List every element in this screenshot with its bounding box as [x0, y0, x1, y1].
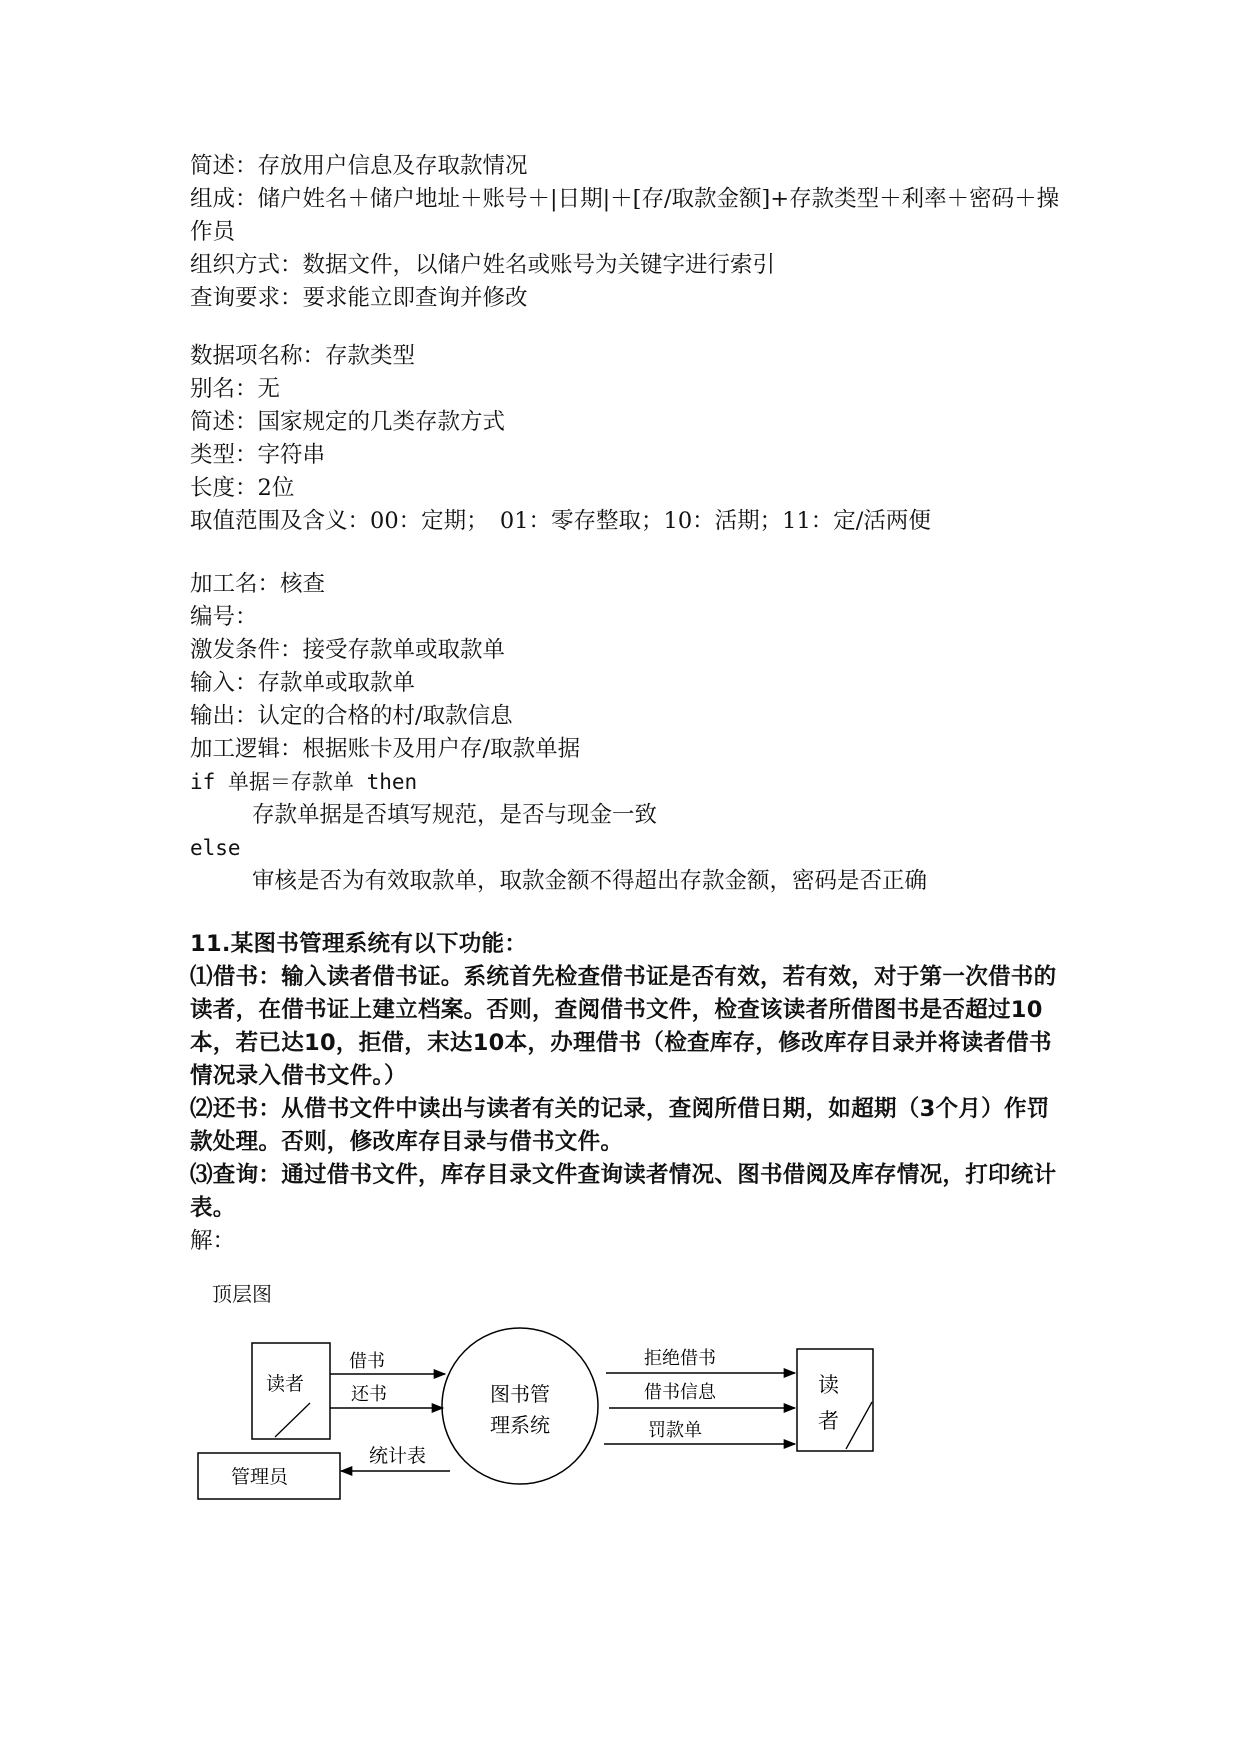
question-part-2: ⑵还书：从借书文件中读出与读者有关的记录，查阅所借日期，如超期（3个月）作罚款处理。否则，修改库存目录与借书文件。: [190, 1096, 1050, 1155]
text-line: 激发条件：接受存款单或取款单: [190, 637, 506, 663]
system-process-circle: [442, 1328, 598, 1484]
flow-fine-label: 罚款单: [648, 1420, 702, 1441]
reader-sink-slash: [846, 1402, 872, 1449]
text-line: 输入：存款单或取款单: [190, 670, 416, 696]
logic-if-line: if 单据＝存款单 then: [190, 770, 418, 794]
system-label-line2: 理系统: [490, 1413, 550, 1437]
text-line: 简述：国家规定的几类存款方式: [190, 409, 506, 435]
logic-else-body: 审核是否为有效取款单，取款金额不得超出存款金额，密码是否正确: [252, 868, 928, 894]
reader-sink-box: [797, 1349, 873, 1451]
reader-source-label: 读者: [266, 1373, 305, 1395]
reader-sink-label-line2: 者: [818, 1409, 839, 1433]
text-line: 输出：认定的合格的村/取款信息: [190, 703, 513, 729]
question-part-3: ⑶查询：通过借书文件，库存目录文件查询读者情况、图书借阅及库存情况，打印统计表。: [190, 1162, 1057, 1221]
text-line: 组成：储户姓名＋储户地址＋账号＋|日期|＋[存/取款金额]+存款类型＋利率＋密码＋操作员: [190, 186, 1060, 245]
reader-source-slash: [275, 1403, 310, 1437]
answer-label: 解：: [190, 1228, 236, 1254]
logic-then-body: 存款单据是否填写规范，是否与现金一致: [252, 802, 658, 828]
system-label-line1: 图书管: [490, 1382, 550, 1406]
text-line: 查询要求：要求能立即查询并修改: [190, 285, 528, 311]
flow-return-label: 还书: [351, 1384, 387, 1405]
text-line: 长度：2位: [190, 475, 295, 501]
text-line: 简述：存放用户信息及存取款情况: [190, 153, 528, 179]
question-title: 11.某图书管理系统有以下功能：: [190, 931, 528, 957]
question-part-1: ⑴借书：输入读者借书证。系统首先检查借书证是否有效，若有效，对于第一次借书的读者，在借书证上建立档案。否则，查阅借书文件，检查该读者所借图书是否超过10本，若已达10，拒借，末达10本，办理借书（检查库存，修改库存目录并将读者借书情况录入借书文件。）: [190, 964, 1057, 1089]
text-line: 加工逻辑：根据账卡及用户存/取款单据: [190, 736, 581, 762]
text-line: 别名：无: [190, 376, 281, 402]
logic-else-keyword: else: [190, 836, 241, 860]
text-line: 编号：: [190, 604, 258, 630]
flow-stats-label: 统计表: [369, 1445, 427, 1467]
text-line: 取值范围及含义：00：定期； 01：零存整取；10：活期；11：定/活两便: [190, 508, 931, 534]
text-line: 数据项名称：存款类型: [190, 343, 416, 369]
reader-sink-label-line1: 读: [818, 1373, 839, 1397]
flow-borrow-label: 借书: [349, 1351, 385, 1372]
text-line: 加工名：核查: [190, 571, 326, 597]
flow-reject-label: 拒绝借书: [644, 1348, 716, 1369]
admin-label: 管理员: [231, 1466, 289, 1488]
diagram-title: 顶层图: [212, 1282, 272, 1306]
text-line: 组织方式：数据文件，以储户姓名或账号为关键字进行索引: [190, 252, 776, 278]
text-line: 类型：字符串: [190, 442, 326, 468]
flow-info-label: 借书信息: [644, 1382, 716, 1403]
